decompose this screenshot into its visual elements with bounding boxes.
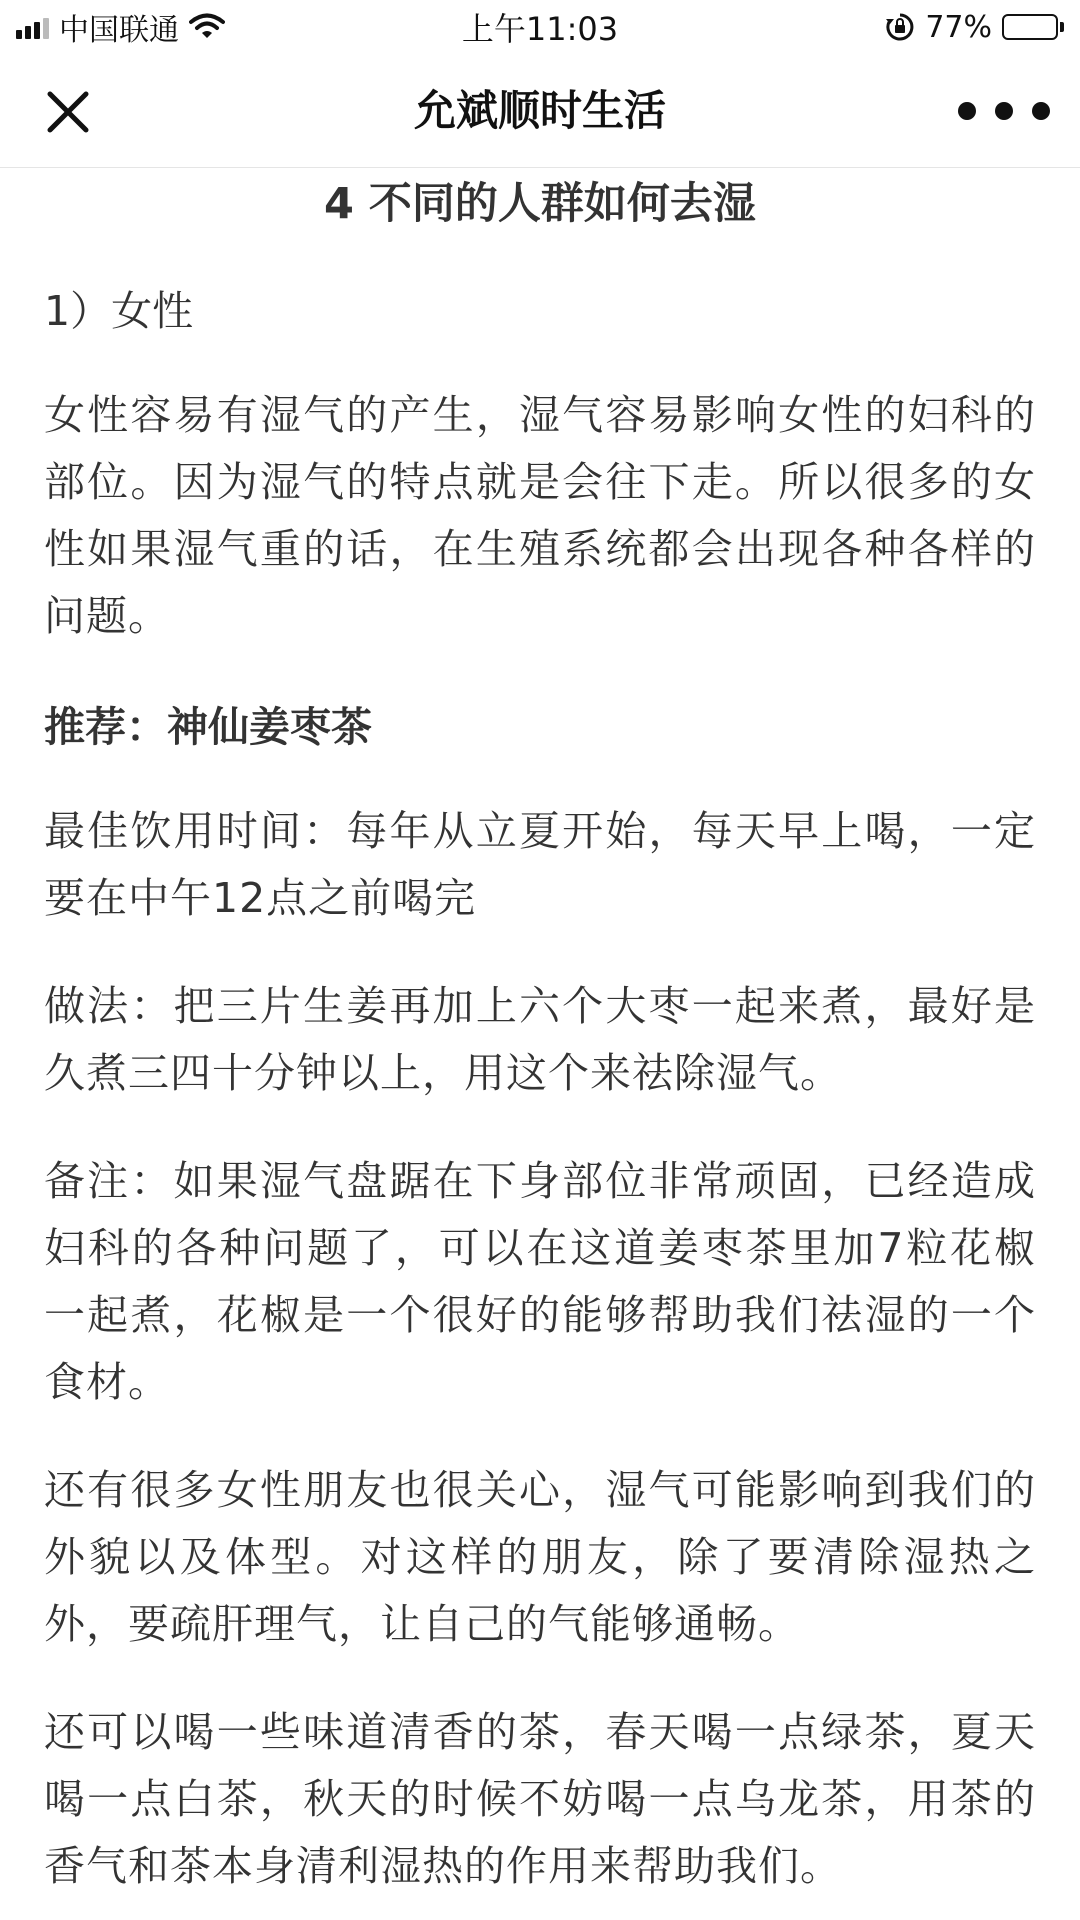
battery-percent: 77% xyxy=(925,9,992,45)
paragraph-4: 备注：如果湿气盘踞在下身部位非常顽固，已经造成妇科的各种问题了，可以在这道姜枣茶里加7粒花椒一起煮，花椒是一个很好的能够帮助我们祛湿的一个食材。 xyxy=(44,1157,1036,1406)
paragraph-1: 女性容易有湿气的产生，湿气容易影响女性的妇科的部位。因为湿气的特点就是会往下走。所以很多的女性如果湿气重的话，在生殖系统都会出现各种各样的问题。 xyxy=(44,391,1036,640)
carrier-label: 中国联通 xyxy=(59,13,179,48)
paragraph-5: 还有很多女性朋友也很关心，湿气可能影响到我们的外貌以及体型。对这样的朋友，除了要清除湿热之外，要疏肝理气，让自己的气能够通畅。 xyxy=(44,1466,1036,1648)
paragraph-6: 还可以喝一些味道清香的茶，春天喝一点绿茶，夏天喝一点白茶，秋天的时候不妨喝一点乌龙茶，用茶的香气和茶本身清利湿热的作用来帮助我们。 xyxy=(44,1708,1036,1890)
status-right xyxy=(885,10,1064,45)
section-heading: 1）女性 xyxy=(44,287,194,335)
wifi-icon xyxy=(189,13,225,41)
signal-icon xyxy=(16,15,49,39)
status-time: 上午11:03 xyxy=(461,10,619,48)
article-content xyxy=(0,168,1080,1900)
more-icon[interactable] xyxy=(958,94,1050,128)
nav-bar xyxy=(0,54,1080,168)
close-icon[interactable] xyxy=(38,82,98,142)
page-title: 允斌顺时生活 xyxy=(413,86,666,135)
status-left xyxy=(16,5,225,49)
orientation-lock-icon xyxy=(885,12,915,42)
paragraph-2: 最佳饮用时间：每年从立夏开始，每天早上喝，一定要在中午12点之前喝完 xyxy=(44,807,1036,922)
article-heading: 4 不同的人群如何去湿 xyxy=(324,179,756,229)
status-bar xyxy=(0,0,1080,54)
paragraph-3: 做法：把三片生姜再加上六个大枣一起来煮，最好是久煮三四十分钟以上，用这个来祛除湿气。 xyxy=(44,982,1036,1097)
recommend-heading: 推荐：神仙姜枣茶 xyxy=(44,703,372,751)
battery-icon xyxy=(1002,14,1064,40)
